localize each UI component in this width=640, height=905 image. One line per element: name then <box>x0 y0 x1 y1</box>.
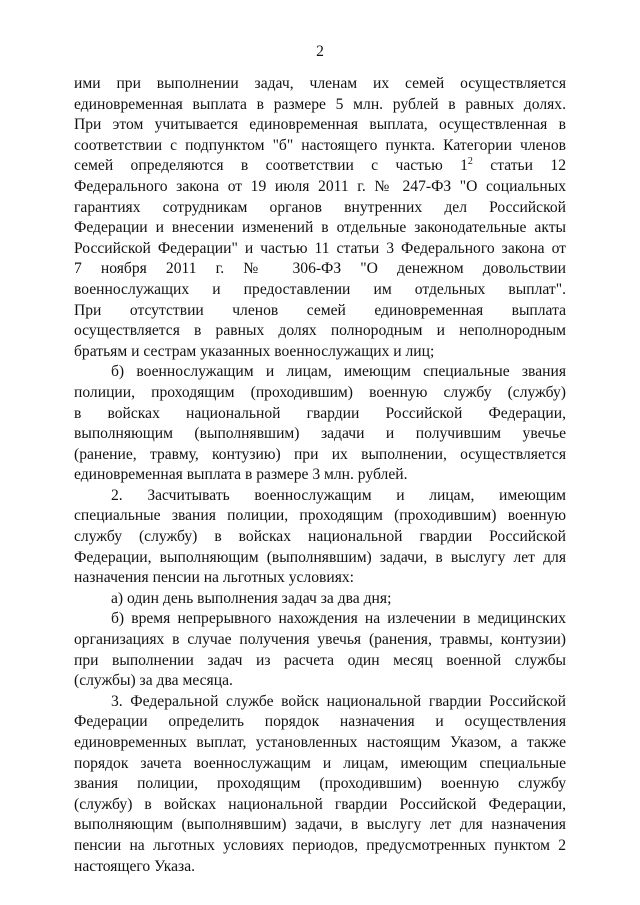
text-line-content: единовременная выплата в размере 5 млн. рублей в равных долях. <box>74 95 566 113</box>
text-line <box>74 857 566 878</box>
text-line <box>74 136 566 157</box>
text-line-content: Российской Федерации" и частью 11 статьи 3 Федерального закона от <box>74 239 566 257</box>
text-line-content: (службу) в войсках национальной гвардии Российской Федерации, <box>74 795 566 813</box>
text-line-content: службу (службу) в войсках национальной гвардии Российской <box>74 528 566 546</box>
text-line-content: организациях в случае получения увечья (ранения, травмы, контузии) <box>74 631 566 649</box>
text-line <box>74 527 566 548</box>
text-line-content: выполняющим (выполнявшим) задачи и получившим увечье <box>74 425 566 443</box>
text-line-content: соответствии с подпунктом "б" настоящего пункта. Категории членов <box>74 136 566 154</box>
text-line-content: братьям и сестрам указанных военнослужащих и лиц; <box>74 342 435 360</box>
text-line-content: семей определяются в соответствии с частью 1 <box>74 157 468 175</box>
text-line-content: 2. Засчитывать военнослужащим и лицам, имеющим <box>111 486 566 504</box>
text-line <box>74 486 566 507</box>
text-line-content: в войсках национальной гвардии Российской Федерации, <box>74 404 566 422</box>
text-line <box>74 198 566 219</box>
text-line <box>74 424 566 445</box>
text-line-content: При этом учитывается единовременная выплата, осуществленная в <box>74 116 566 134</box>
text-line <box>74 795 566 816</box>
text-line-content: (ранение, травму, контузию) при их выполнении, осуществляется <box>74 445 566 463</box>
text-line <box>74 774 566 795</box>
text-line-content: Федерации и внесении изменений в отдельные законодательные акты <box>74 219 566 237</box>
text-line <box>74 815 566 836</box>
text-line-content: гарантиях сотрудникам органов внутренних дел Российской <box>74 198 566 216</box>
text-line <box>74 733 566 754</box>
text-line-content: (службы) за два месяца. <box>74 672 233 690</box>
superscript: 2 <box>467 156 473 168</box>
text-line-content: пенсии на льготных условиях периодов, предусмотренных пунктом 2 <box>74 836 566 854</box>
text-line-content: 3. Федеральной службе войск национальной гвардии Российской <box>111 692 566 710</box>
text-line <box>74 280 566 301</box>
text-line-content: порядок зачета военнослужащим и лицам, имеющим специальные <box>74 754 566 772</box>
text-line-content: б) время непрерывного нахождения на излечении в медицинских <box>111 610 566 628</box>
text-line <box>74 321 566 342</box>
text-line-content: специальные звания полиции, проходящим (проходившим) военную <box>74 507 566 525</box>
text-line-content: единовременных выплат, установленных настоящим Указом, а также <box>74 734 566 751</box>
text-line-content: звания полиции, проходящим (проходившим) военную службу <box>74 775 566 793</box>
text-line-content: осуществляется в равных долях полнородным и неполнородным <box>74 322 566 340</box>
text-line <box>74 445 566 466</box>
text-line-content: ими при выполнении задач, членам их семей осуществляется <box>74 75 566 92</box>
text-line <box>74 712 566 733</box>
text-line <box>74 754 566 775</box>
text-line <box>74 404 566 425</box>
text-line-content: Федерации, выполняющим (выполнявшим) задачи, в выслугу лет для <box>74 548 566 566</box>
text-line <box>74 609 566 630</box>
text-line-content: б) военнослужащим и лицам, имеющим специальные звания <box>111 363 566 381</box>
text-line <box>74 177 566 198</box>
text-line <box>74 548 566 569</box>
text-line <box>74 259 566 280</box>
text-line <box>74 465 566 486</box>
text-line-content: настоящего Указа. <box>74 857 196 875</box>
text-line <box>74 74 566 95</box>
text-line-content: выполняющим (выполнявшим) задачи, в выслугу лет для назначения <box>74 816 566 834</box>
text-line-content: При отсутствии членов семей единовременная выплата <box>74 301 566 319</box>
page-number: 2 <box>316 43 324 60</box>
text-line-content: назначения пенсии на льготных условиях: <box>74 569 355 587</box>
text-line <box>74 568 566 589</box>
text-line <box>74 630 566 651</box>
text-line <box>74 301 566 322</box>
text-line <box>74 836 566 857</box>
document-body <box>74 74 566 877</box>
text-line-content: 7 ноября 2011 г. № 306-ФЗ "О денежном довольствии <box>74 260 566 278</box>
text-line-content: военнослужащих и предоставлении им отдельных выплат". <box>74 280 566 298</box>
text-line-content: при выполнении задач из расчета один месяц военной службы <box>74 651 566 669</box>
text-line-content: Федерации определить порядок назначения и осуществления <box>74 713 566 731</box>
text-line <box>74 651 566 672</box>
text-line-content: Федерального закона от 19 июля 2011 г. № 247-ФЗ "О социальных <box>74 177 566 195</box>
text-line <box>74 115 566 136</box>
text-line <box>74 156 566 177</box>
text-line-content: а) один день выполнения задач за два дня; <box>111 589 392 607</box>
text-line <box>74 383 566 404</box>
text-line <box>74 239 566 260</box>
text-line <box>74 506 566 527</box>
text-line-content: полиции, проходящим (проходившим) военную службу (службу) <box>74 383 566 401</box>
text-line <box>74 589 566 610</box>
text-line <box>74 342 566 363</box>
text-line <box>74 692 566 713</box>
text-line-continuation: статьи 12 <box>472 157 566 175</box>
text-line <box>74 671 566 692</box>
text-line-content: единовременная выплата в размере 3 млн. рублей. <box>74 466 408 484</box>
text-line <box>74 218 566 239</box>
text-line <box>74 362 566 383</box>
text-line <box>74 95 566 116</box>
